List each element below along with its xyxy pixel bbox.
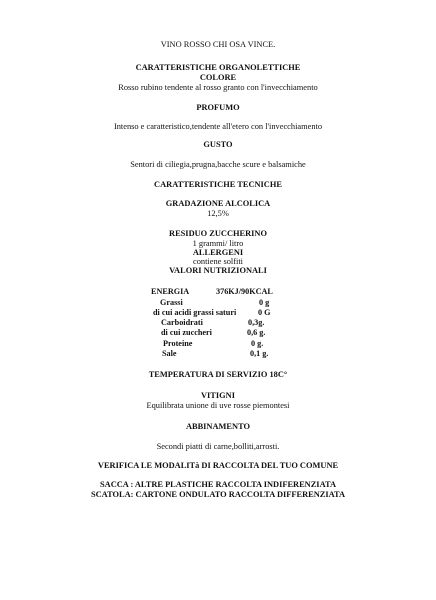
nutrition-row-value: 0 G (258, 308, 271, 317)
alcohol-value: 12,5% (207, 209, 229, 218)
wine-title: VINO ROSSO CHI OSA VINCE. (160, 40, 276, 49)
aroma-text: Intenso e caratteristico,tendente all'etero con l'invecchiamento (113, 122, 323, 131)
nutrition-row-label: di cui acidi grassi saturi (153, 308, 237, 317)
nutrition-row-label: Carboidrati (161, 318, 203, 327)
serving-temperature: TEMPERATURA DI SERVIZIO 18C° (148, 370, 288, 379)
energy-label: ENERGIA (151, 287, 190, 296)
nutrition-row-label: di cui zuccheri (161, 328, 212, 337)
color-text: Rosso rubino tendente al rosso granto con l'invecchiamento (118, 83, 318, 92)
pairing-heading: ABBINAMENTO (185, 422, 251, 431)
residual-sugar-heading: RESIDUO ZUCCHERINO (169, 229, 267, 238)
nutrition-heading: VALORI NUTRIZIONALI (169, 266, 267, 275)
taste-text: Sentori di ciliegia,prugna,bacche scure e balsamiche (130, 160, 306, 169)
technical-heading: CARATTERISTICHE TECNICHE (154, 180, 282, 189)
allergens-text: contiene solfiti (192, 257, 243, 266)
color-heading: COLORE (199, 73, 237, 82)
nutrition-row-label: Proteine (163, 339, 193, 348)
taste-heading: GUSTO (203, 140, 233, 149)
nutrition-row-value: 0 g (259, 298, 270, 307)
recycling-notice: VERIFICA LE MODALITà DI RACCOLTA DEL TUO COMUNE (97, 461, 339, 470)
box-disposal: SCATOLA: CARTONE ONDULATO RACCOLTA DIFFERENZIATA (90, 490, 346, 499)
pairing-text: Secondi piatti di carne,bolliti,arrosti. (156, 442, 280, 451)
allergens-heading: ALLERGENI (192, 248, 244, 257)
nutrition-row-value: 0 g. (251, 339, 264, 348)
grapes-text: Equilibrata unione di uve rosse piemontesi (146, 401, 290, 410)
nutrition-row-value: 0,1 g. (250, 349, 269, 358)
organoleptic-heading: CARATTERISTICHE ORGANOLETTICHE (135, 63, 301, 72)
energy-value: 376KJ/90KCAL (216, 287, 273, 296)
aroma-heading: PROFUMO (196, 103, 240, 112)
nutrition-row-value: 0,6 g. (247, 328, 266, 337)
nutrition-row-value: 0,3g. (248, 318, 265, 327)
grapes-heading: VITIGNI (201, 391, 235, 400)
nutrition-row-label: Sale (162, 349, 177, 358)
residual-sugar-value: 1 grammi/ litro (192, 239, 244, 248)
alcohol-heading: GRADAZIONE ALCOLICA (165, 199, 271, 208)
bag-disposal: SACCA : ALTRE PLASTICHE RACCOLTA INDIFERENZIATA (99, 480, 337, 489)
nutrition-row-label: Grassi (160, 298, 183, 307)
